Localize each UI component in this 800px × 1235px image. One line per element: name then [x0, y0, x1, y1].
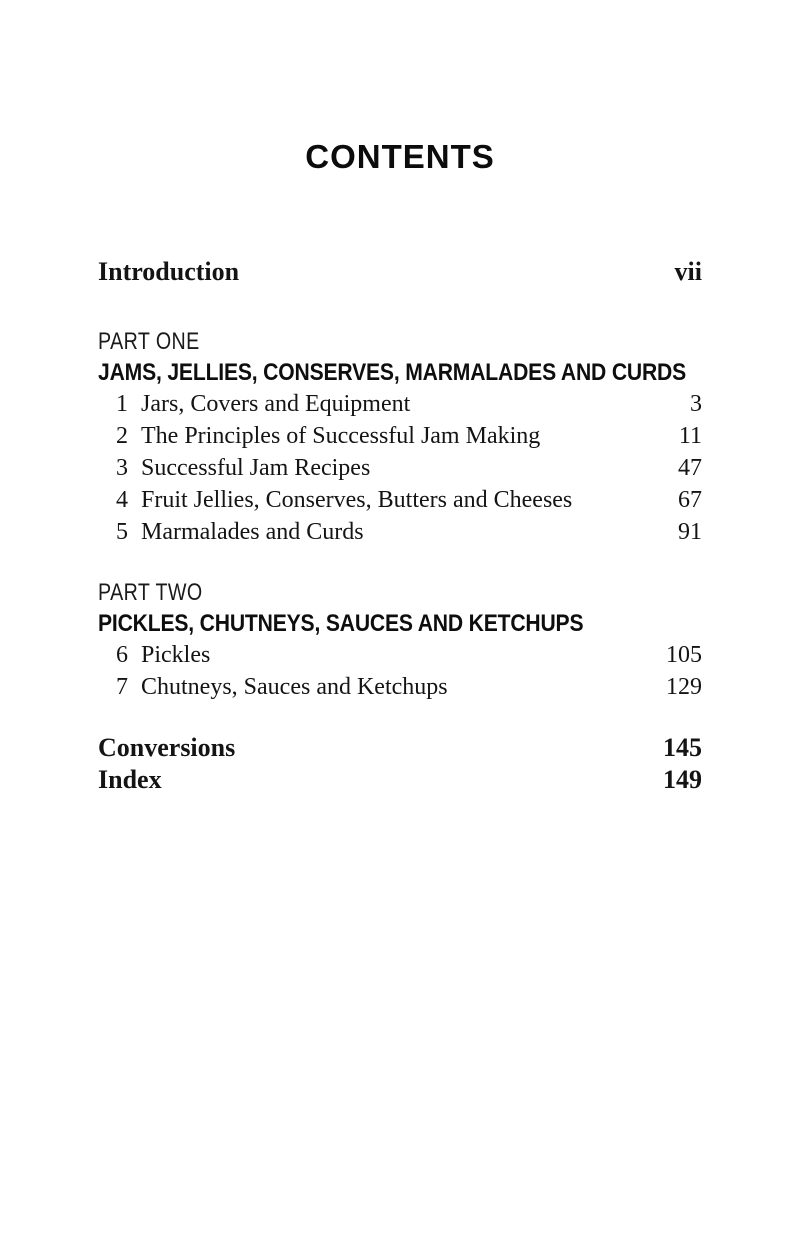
toc-entry-conversions: [98, 732, 702, 764]
chapter-title: Jars, Covers and Equipment: [141, 391, 411, 417]
entry-label: Introduction: [98, 257, 240, 286]
page-title: CONTENTS: [305, 138, 495, 175]
page-number: 47: [678, 455, 702, 481]
chapter-title: The Principles of Successful Jam Making: [141, 423, 541, 449]
entry-label: Conversions: [98, 733, 236, 762]
entry-label: Index: [98, 765, 162, 794]
part-one-label: [98, 326, 702, 357]
chapter-number: 3: [116, 455, 128, 481]
part-label-text: PART TWO: [98, 579, 203, 606]
part-two-label: [98, 577, 702, 608]
page-number: 145: [663, 733, 702, 762]
chapter-title: Marmalades and Curds: [141, 519, 364, 545]
toc-entry-introduction: [98, 256, 702, 288]
chapter-number: 6: [116, 642, 128, 668]
chapter-title: Fruit Jellies, Conserves, Butters and Cheeses: [141, 487, 573, 513]
chapter-title: Successful Jam Recipes: [141, 455, 371, 481]
chapter-number: 2: [116, 423, 128, 449]
page-number: 3: [690, 391, 702, 417]
chapter-number: 4: [116, 487, 128, 513]
chapter-number: 7: [116, 674, 128, 700]
toc-entry-chapter-5: [98, 516, 702, 548]
contents-column: [98, 0, 702, 796]
toc-entry-chapter-4: [98, 484, 702, 516]
page-number: 91: [678, 519, 702, 545]
part-one-heading: [98, 357, 702, 388]
part-label-text: PART ONE: [98, 328, 200, 355]
part-heading-text: JAMS, JELLIES, CONSERVES, MARMALADES AND CURDS: [98, 359, 687, 386]
chapter-number: 1: [116, 391, 128, 417]
part-two-heading: [98, 608, 702, 639]
toc-entry-chapter-6: [98, 639, 702, 671]
page-number: 105: [666, 642, 702, 668]
chapter-title: Chutneys, Sauces and Ketchups: [141, 674, 448, 700]
toc-entry-index: [98, 764, 702, 796]
toc-entry-chapter-1: [98, 388, 702, 420]
part-heading-text: PICKLES, CHUTNEYS, SAUCES AND KETCHUPS: [98, 610, 584, 637]
toc-entry-chapter-2: [98, 420, 702, 452]
chapter-number: 5: [116, 519, 128, 545]
page-number: 149: [663, 765, 702, 794]
chapter-title: Pickles: [141, 642, 211, 668]
page-number: vii: [674, 257, 702, 286]
page-number: 67: [678, 487, 702, 513]
page-number: 129: [666, 674, 702, 700]
toc-entry-chapter-3: [98, 452, 702, 484]
page-number: 11: [678, 423, 702, 449]
toc-entry-chapter-7: [98, 671, 702, 703]
